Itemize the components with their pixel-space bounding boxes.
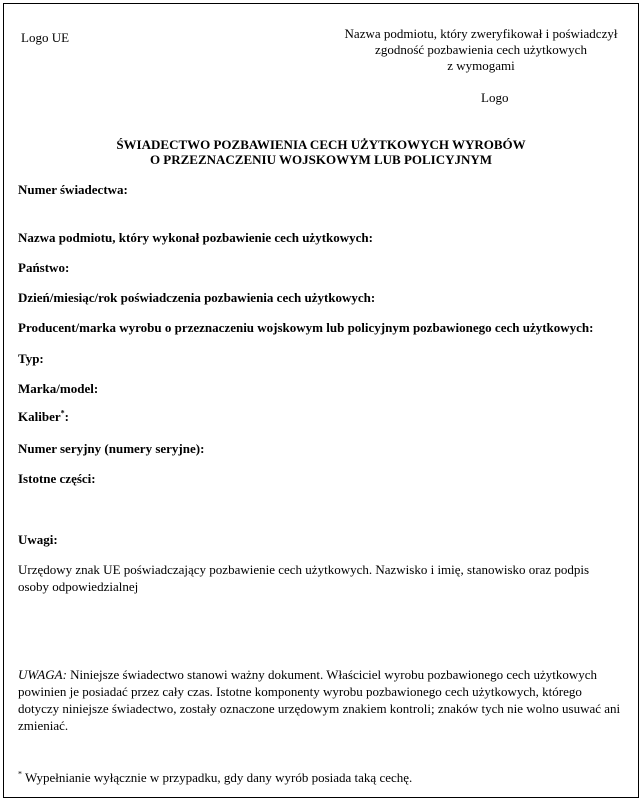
caliber-label [18, 409, 69, 425]
certificate-number-label: Numer świadectwa: [18, 182, 128, 197]
serial-number-label: Numer seryjny (numery seryjne): [18, 441, 205, 456]
warning-line: dotyczy niniejsze świadectwo, zostały oznaczone urzędowym znakiem kontroli; znaków tych nie wolno usuwać ani [18, 701, 621, 716]
remarks-label: Uwagi: [18, 532, 58, 547]
footnote [18, 770, 412, 786]
verifying-entity-line: Nazwa podmiotu, który zweryfikował i poświadczył [344, 26, 618, 41]
caliber-footnote-mark: * [60, 408, 65, 418]
date-label: Dzień/miesiąc/rok poświadczenia pozbawienia cech użytkowych: [18, 290, 376, 305]
essential-parts-label: Istotne części: [18, 471, 96, 486]
producer-label: Producent/marka wyrobu o przeznaczeniu wojskowym lub policyjnym pozbawionego cech użytkowych: [18, 320, 594, 335]
footnote-mark: * [18, 769, 22, 779]
warning-text: Niniejsze świadectwo stanowi ważny dokument. Właściciel wyrobu pozbawionego cech użytkowych [66, 667, 597, 682]
warning-line [18, 666, 624, 683]
verifying-entity-line: zgodność pozbawienia cech użytkowych [375, 42, 587, 57]
caliber-colon: : [64, 409, 69, 424]
warning-paragraph [18, 666, 624, 734]
caliber-text: Kaliber [18, 409, 61, 424]
official-mark-text [18, 561, 614, 595]
warning-lead: UWAGA: [18, 667, 67, 682]
verifying-entity-line: z wymogami [447, 58, 515, 73]
official-mark-line: osoby odpowiedzialnej [18, 579, 139, 594]
warning-line: zmieniać. [18, 718, 69, 733]
certificate-page [3, 3, 639, 798]
entity-logo-placeholder: Logo [481, 90, 509, 105]
official-mark-line: Urzędowy znak UE poświadczający pozbawienie cech użytkowych. Nazwisko i imię, stanowisko oraz podpis [18, 562, 590, 577]
verifying-entity-block [336, 26, 626, 74]
make-model-label: Marka/model: [18, 381, 99, 396]
title-line: ŚWIADECTWO POZBAWIENIA CECH UŻYTKOWYCH WYROBÓW [116, 137, 526, 152]
country-label: Państwo: [18, 260, 70, 275]
warning-line: powinien je posiadać przez cały czas. Istotne komponenty wyrobu pozbawionego cech użytkowych, którego [18, 684, 582, 699]
certificate-title [4, 137, 638, 167]
footnote-text: Wypełnianie wyłącznie w przypadku, gdy dany wyrób posiada taką cechę. [22, 770, 413, 785]
title-line: O PRZEZNACZENIU WOJSKOWYM LUB POLICYJNYM [149, 152, 493, 167]
entity-name-label: Nazwa podmiotu, który wykonał pozbawienie cech użytkowych: [18, 230, 373, 245]
eu-logo-placeholder: Logo UE [21, 30, 70, 45]
type-label: Typ: [18, 351, 44, 366]
